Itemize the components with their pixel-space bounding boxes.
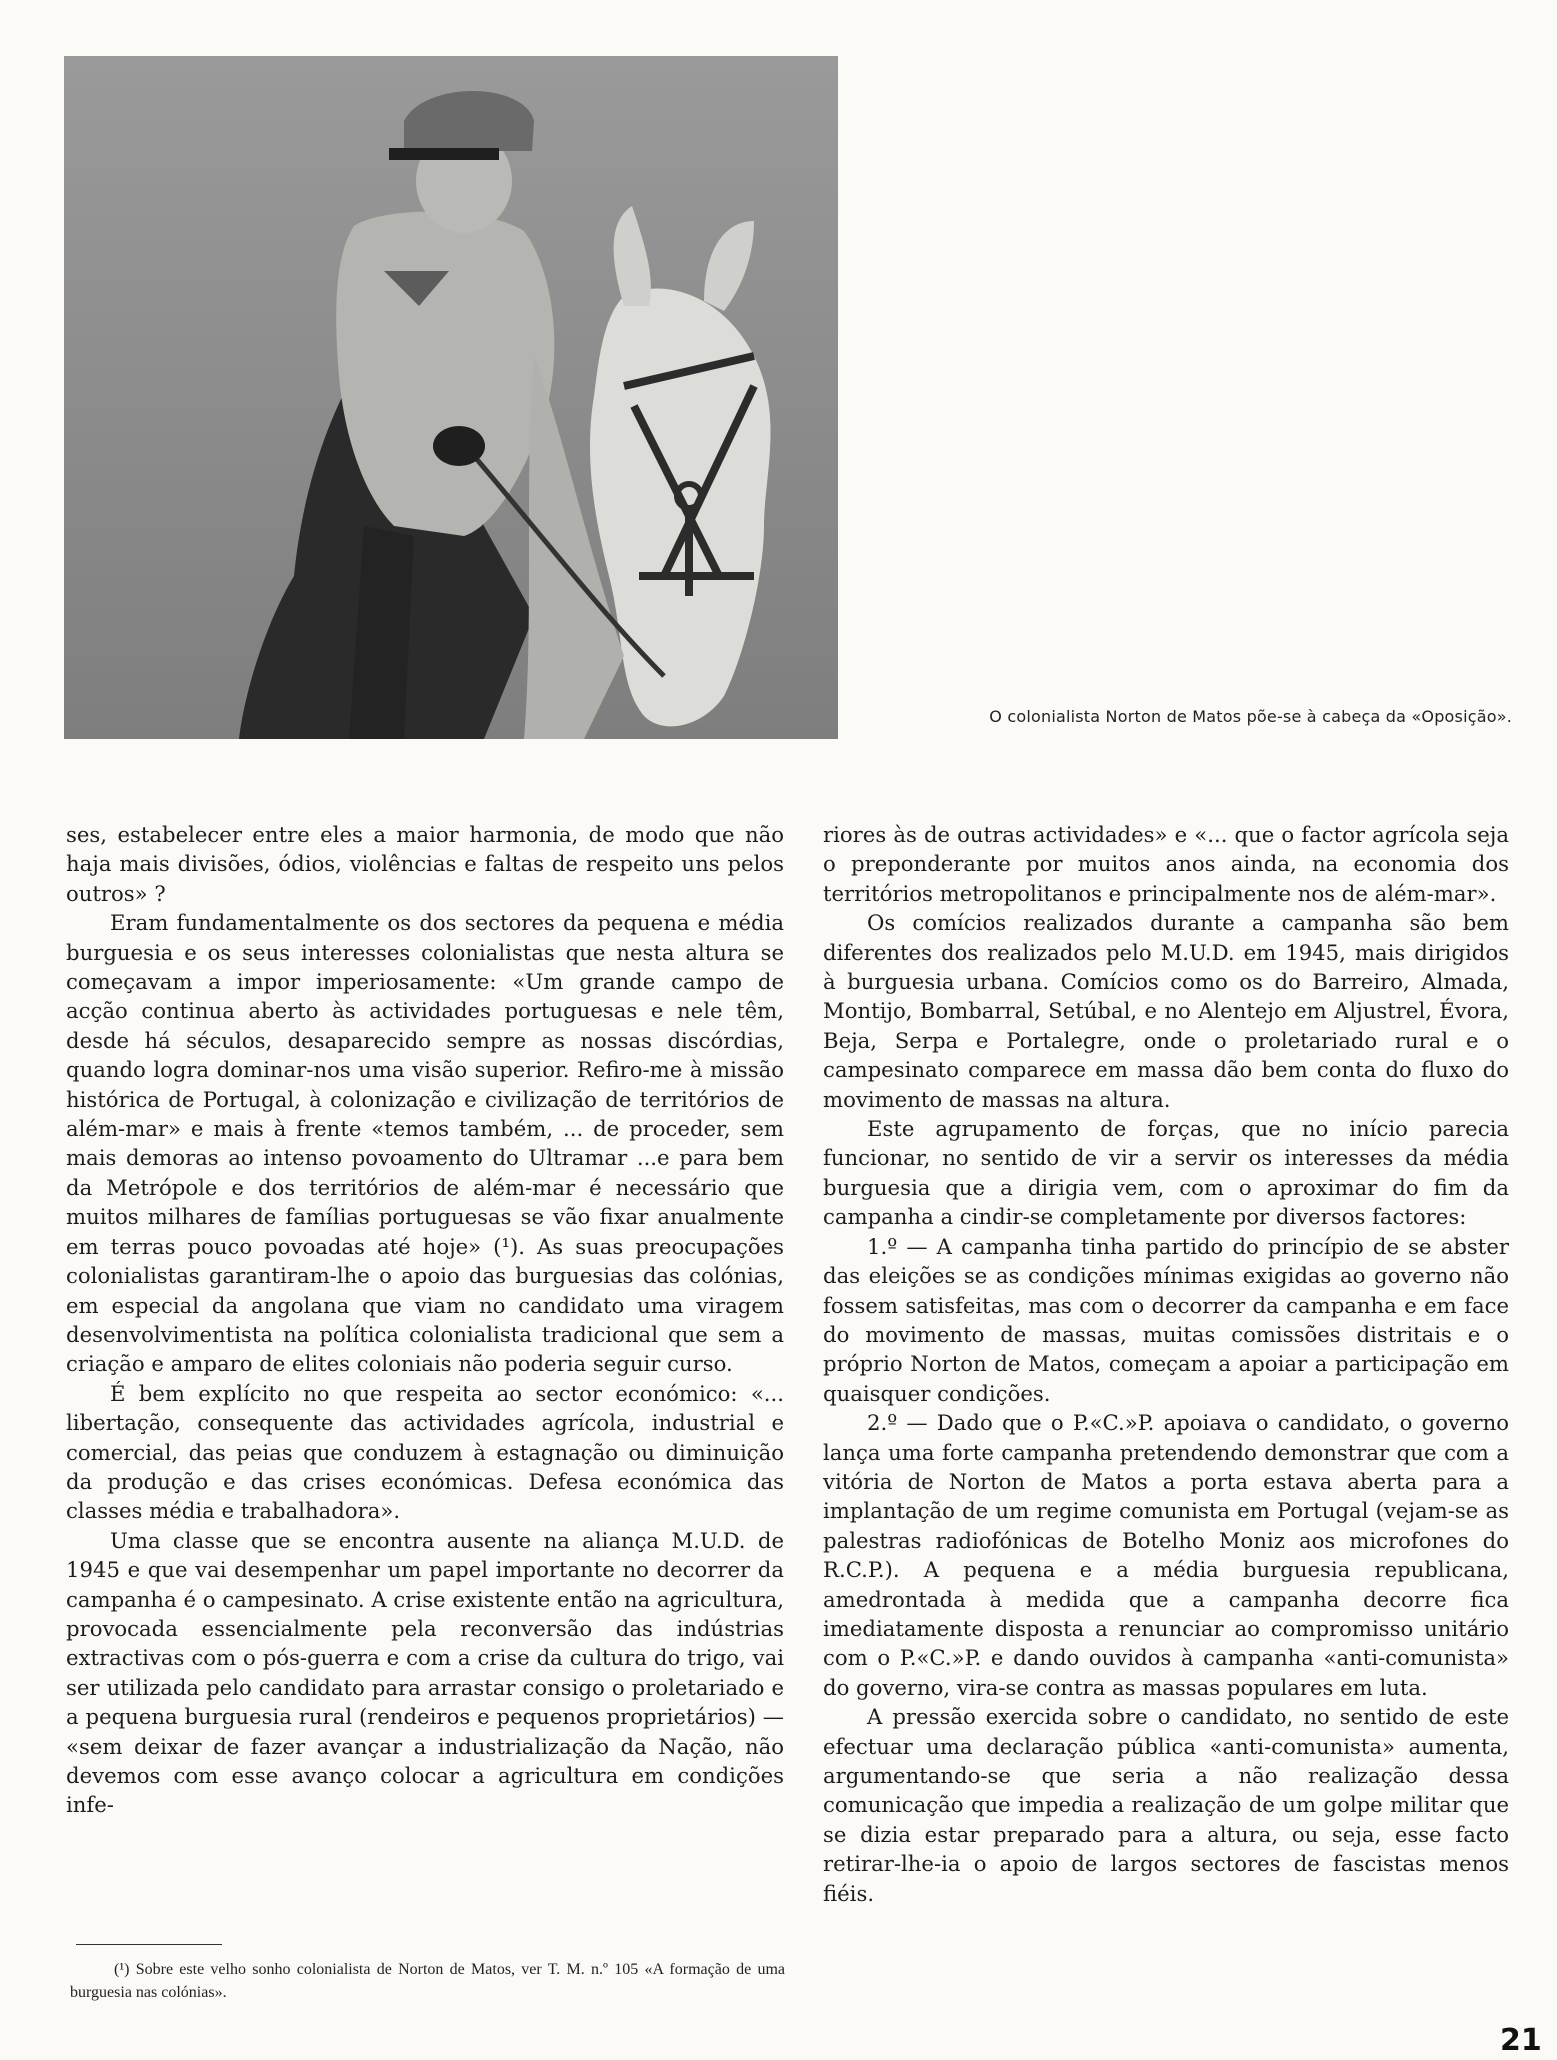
footnote: (¹) Sobre este velho sonho colonialista de Norton de Matos, ver T. M. n.º 105 «A formação de uma burguesia nas colónias».	[70, 1961, 785, 2001]
paragraph: 1.º — A campanha tinha partido do princípio de se abster das eleições se as condições mínimas exigidas ao governo não fossem satisfeitas, mas com o decorrer da campanha e em face do movimento de massas, muitas comissões distritais e o próprio Norton de Matos, começam a apoiar a participação em quaisquer condições.	[823, 1233, 1509, 1406]
paragraph: Uma classe que se encontra ausente na aliança M.U.D. de 1945 e que vai desempenhar um papel importante no decorrer da campanha é o campesinato. A crise existente então na agricultura, provocada essencialmente pela reconversão das indústrias extractivas com o pós-guerra e com a crise da cultura do trigo, vai ser utilizada pelo candidato para arrastar consigo o proletariado e a pequena burguesia rural (rendeiros e pequenos proprietários) — «sem deixar de fazer avançar a industrialização da Nação, não devemos com esse avanço colocar a agricultura em condições infe-	[66, 1527, 784, 1818]
right-column	[823, 820, 1509, 1908]
paragraph: riores às de outras actividades» e «... que o factor agrícola seja o preponderante por muitos anos ainda, na economia dos territórios metropolitanos e principalmente nos de além-mar».	[823, 822, 1509, 906]
paragraph: Eram fundamentalmente os dos sectores da pequena e média burguesia e os seus interesses colonialistas que nesta altura se começavam a impor imperiosamente: «Um grande campo de acção continua aberto às actividades portuguesas e nele têm, desde há séculos, desaparecido sempre as nossas discórdias, quando logra dominar-nos uma visão superior. Refiro-me à missão histórica de Portugal, à colonização e civilização de territórios de além-mar» e mais à frente «temos também, ... de proceder, sem mais demoras ao intenso povoamento do Ultramar ...e para bem da Metrópole e dos territórios de além-mar é necessário que muitos milhares de famílias portuguesas se vão fixar anualmente em terras pouco povoadas até hoje» (¹). As suas preocupações colonialistas garantiram-lhe o apoio das burguesias das colónias, em especial da angolana que viam no candidato uma viragem desenvolvimentista na política colonialista tradicional que sem a criação e amparo de elites coloniais não poderia seguir curso.	[66, 910, 784, 1377]
paragraph: É bem explícito no que respeita ao sector económico: «... libertação, consequente das actividades agrícola, industrial e comercial, das peias que conduzem à estagnação ou diminuição da produção e das crises económicas. Defesa económica das classes média e trabalhadora».	[66, 1380, 784, 1524]
photo-norton-de-matos-on-horse	[64, 56, 838, 739]
paragraph: 2.º — Dado que o P.«C.»P. apoiava o candidato, o governo lança uma forte campanha pretendendo demonstrar que com a vitória de Norton de Matos a porta estava aberta para a implantação de um regime comunista em Portugal (vejam-se as palestras radiofónicas de Botelho Moniz aos microfones do R.C.P.). A pequena e a média burguesia republicana, amedrontada à medida que a campanha decorre fica imediatamente disposta a renunciar ao compromisso unitário com o P.«C.»P. e dando ouvidos à campanha «anti-comunista» do governo, vira-se contra as massas populares em luta.	[823, 1410, 1509, 1700]
photo-caption: O colonialista Norton de Matos põe-se à cabeça da «Oposição».	[989, 707, 1512, 726]
paragraph: ses, estabelecer entre eles a maior harmonia, de modo que não haja mais divisões, ódios, violências e faltas de respeito uns pelos outros» ?	[66, 822, 784, 906]
paragraph: Os comícios realizados durante a campanha são bem diferentes dos realizados pelo M.U.D. em 1945, mais dirigidos à burguesia urbana. Comícios como os do Barreiro, Almada, Montijo, Bombarral, Setúbal, e no Alentejo em Aljustrel, Évora, Beja, Serpa e Portalegre, onde o proletariado rural e o campesinato comparece em massa dão bem conta do fluxo do movimento de massas na altura.	[823, 910, 1509, 1112]
paragraph: Este agrupamento de forças, que no início parecia funcionar, no sentido de vir a servir os interesses da média burguesia que a dirigia vem, com o aproximar do fim da campanha a cindir-se completamente por diversos factores:	[823, 1116, 1509, 1230]
page-number: 21	[1500, 2023, 1542, 2058]
paragraph: A pressão exercida sobre o candidato, no sentido de este efectuar uma declaração pública «anti-comunista» aumenta, argumentando-se que seria a não realização dessa comunicação que impedia a realização de um golpe militar que se dizia estar preparado para a altura, ou seja, esse facto retirar-lhe-ia o apoio de largos sectores de fascistas menos fiéis.	[823, 1704, 1509, 1906]
left-column	[66, 820, 784, 1820]
photo-image	[64, 56, 838, 739]
footnote-rule	[76, 1944, 222, 1945]
